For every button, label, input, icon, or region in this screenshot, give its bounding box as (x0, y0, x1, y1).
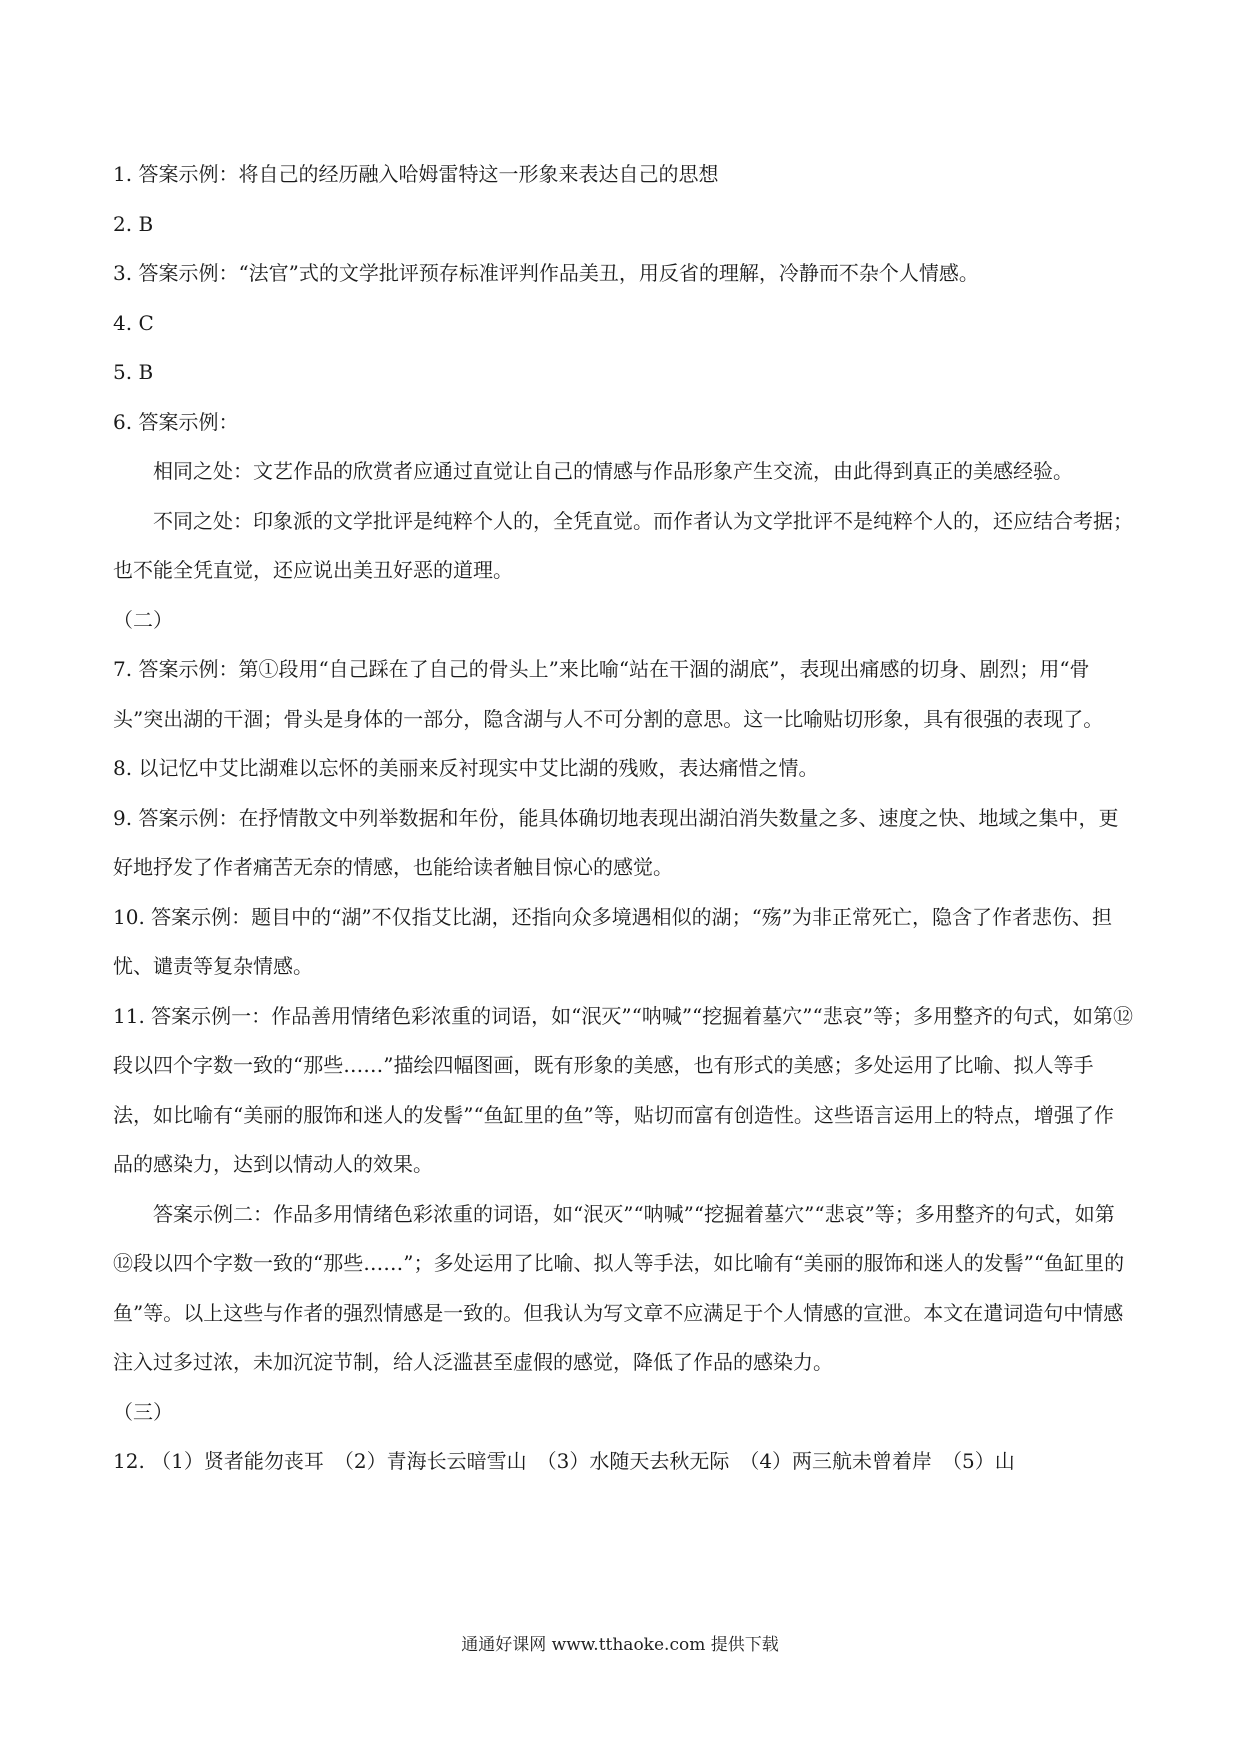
answer-12: 12. （1）贤者能勿丧耳 （2）青海长云暗雪山 （3）水随天去秋无际 （4）两三航未曾着岸 （5）山 (113, 1449, 1015, 1473)
answer-10: 10. 答案示例：题目中的“湖”不仅指艾比湖，还指向众多境遇相似的湖；“殇”为非正常死亡，隐含了作者悲伤、担忧、谴责等复杂情感。 (113, 904, 1113, 978)
answer-6: 6. 答案示例： (113, 409, 239, 434)
answer-11-example-1: 11. 答案示例一：作品善用情绪色彩浓重的词语，如“泯灭”“呐喊”“挖掘着墓穴”“悲哀”等；多用整齐的句式，如第⑫段以四个字数一致的“那些……”描绘四幅图画，既有形象的美感，也有形式的美感；多处运用了比喻、拟人等手法，如比喻有“美丽的服饰和迷人的发髻”“鱼缸里的鱼”等，贴切而富有创造性。这些语言运用上的特点，增强了作品的感染力，达到以情动人的效果。 (113, 1003, 1133, 1176)
answer-4: 4. C (113, 310, 154, 335)
answer-7: 7. 答案示例：第①段用“自己踩在了自己的骨头上”来比喻“站在干涸的湖底”，表现出痛感的切身、剧烈；用“骨头”突出湖的干涸；骨头是身体的一部分，隐含湖与人不可分割的意思。这一比喻贴切形象，具有很强的表现了。 (113, 657, 1104, 731)
answer-2: 2. B (113, 211, 154, 236)
answer-3: 3. 答案示例：“法官”式的文学批评预存标准评判作品美丑，用反省的理解，冷静而不杂个人情感。 (113, 261, 979, 285)
answer-1: 1. 答案示例：将自己的经历融入哈姆雷特这一形象来表达自己的思想 (113, 162, 719, 186)
answer-content (113, 150, 1133, 1487)
answer-5: 5. B (113, 360, 154, 384)
answer-11-example-2: 答案示例二：作品多用情绪色彩浓重的词语，如“泯灭”“呐喊”“挖掘着墓穴”“悲哀”等；多用整齐的句式，如第⑫段以四个字数一致的“那些……”；多处运用了比喻、拟人等手法，如比喻有“美丽的服饰和迷人的发髻”“鱼缸里的鱼”等。以上这些与作者的强烈情感是一致的。但我认为写文章不应满足于个人情感的宣泄。本文在遣词造句中情感注入过多过浓，未加沉淀节制，给人泛滥甚至虚假的感觉，降低了作品的感染力。 (113, 1201, 1125, 1374)
answer-8: 8. 以记忆中艾比湖难以忘怀的美丽来反衬现实中艾比湖的残败，表达痛惜之情。 (113, 756, 819, 780)
answer-6-similarity: 相同之处：文艺作品的欣赏者应通过直觉让自己的情感与作品形象产生交流，由此得到真正的美感经验。 (153, 459, 1073, 483)
section-heading-2: （二） (113, 607, 173, 632)
section-heading-3: （三） (113, 1399, 173, 1424)
answer-6-difference: 不同之处：印象派的文学批评是纯粹个人的，全凭直觉。而作者认为文学批评不是纯粹个人的，还应结合考据；也不能全凭直觉，还应说出美丑好恶的道理。 (113, 508, 1133, 582)
answer-9: 9. 答案示例：在抒情散文中列举数据和年份，能具体确切地表现出湖泊消失数量之多、速度之快、地域之集中，更好地抒发了作者痛苦无奈的情感，也能给读者触目惊心的感觉。 (113, 805, 1119, 879)
page-footer: 通通好课网 www.tthaoke.com 提供下载 (461, 1635, 779, 1655)
